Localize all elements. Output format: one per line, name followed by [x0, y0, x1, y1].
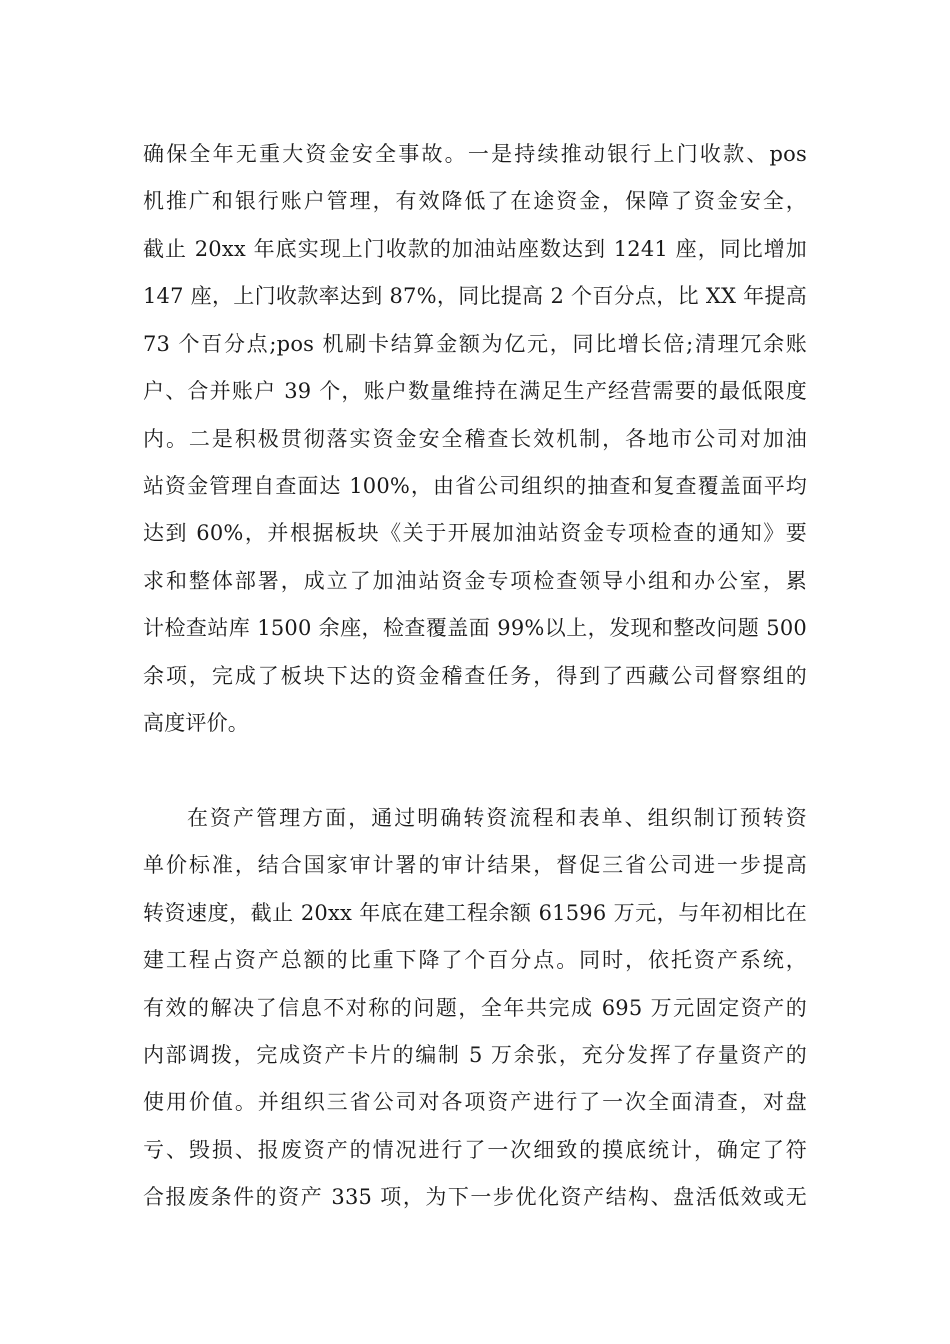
text-line: 内。二是积极贯彻落实资金安全稽查长效机制，各地市公司对加油 [143, 427, 807, 451]
text-line: 求和整体部署，成立了加油站资金专项检查领导小组和办公室，累 [143, 569, 807, 593]
text-line: 使用价值。并组织三省公司对各项资产进行了一次全面清查，对盘 [143, 1090, 807, 1114]
text-line: 147 座，上门收款率达到 87%，同比提高 2 个百分点，比 XX 年提高 [143, 284, 807, 308]
text-line: 余项，完成了板块下达的资金稽查任务，得到了西藏公司督察组的 [143, 664, 807, 688]
text-line: 73 个百分点;pos 机刷卡结算金额为亿元，同比增长倍;清理冗余账 [143, 332, 807, 356]
text-line: 确保全年无重大资金安全事故。一是持续推动银行上门收款、pos [143, 142, 807, 166]
text-line: 机推广和银行账户管理，有效降低了在途资金，保障了资金安全， [143, 189, 807, 213]
text-line: 亏、毁损、报废资产的情况进行了一次细致的摸底统计，确定了符 [143, 1138, 807, 1162]
text-line: 合报废条件的资产 335 项，为下一步优化资产结构、盘活低效或无 [143, 1185, 807, 1209]
text-line: 转资速度，截止 20xx 年底在建工程余额 61596 万元，与年初相比在 [143, 901, 807, 925]
text-line: 在资产管理方面，通过明确转资流程和表单、组织制订预转资 [187, 806, 807, 830]
text-line: 截止 20xx 年底实现上门收款的加油站座数达到 1241 座，同比增加 [143, 237, 807, 261]
text-line: 达到 60%，并根据板块《关于开展加油站资金专项检查的通知》要 [143, 521, 807, 545]
text-line: 站资金管理自查面达 100%，由省公司组织的抽查和复查覆盖面平均 [143, 474, 807, 498]
text-line: 单价标准，结合国家审计署的审计结果，督促三省公司进一步提高 [143, 853, 807, 877]
text-line: 有效的解决了信息不对称的问题，全年共完成 695 万元固定资产的 [143, 996, 807, 1020]
text-line: 内部调拨，完成资产卡片的编制 5 万余张，充分发挥了存量资产的 [143, 1043, 807, 1067]
text-line: 户、合并账户 39 个，账户数量维持在满足生产经营需要的最低限度 [143, 379, 807, 403]
text-line: 计检查站库 1500 余座，检查覆盖面 99%以上，发现和整改问题 500 [143, 616, 807, 640]
text-line: 建工程占资产总额的比重下降了个百分点。同时，依托资产系统， [143, 948, 807, 972]
text-line: 高度评价。 [143, 711, 249, 735]
